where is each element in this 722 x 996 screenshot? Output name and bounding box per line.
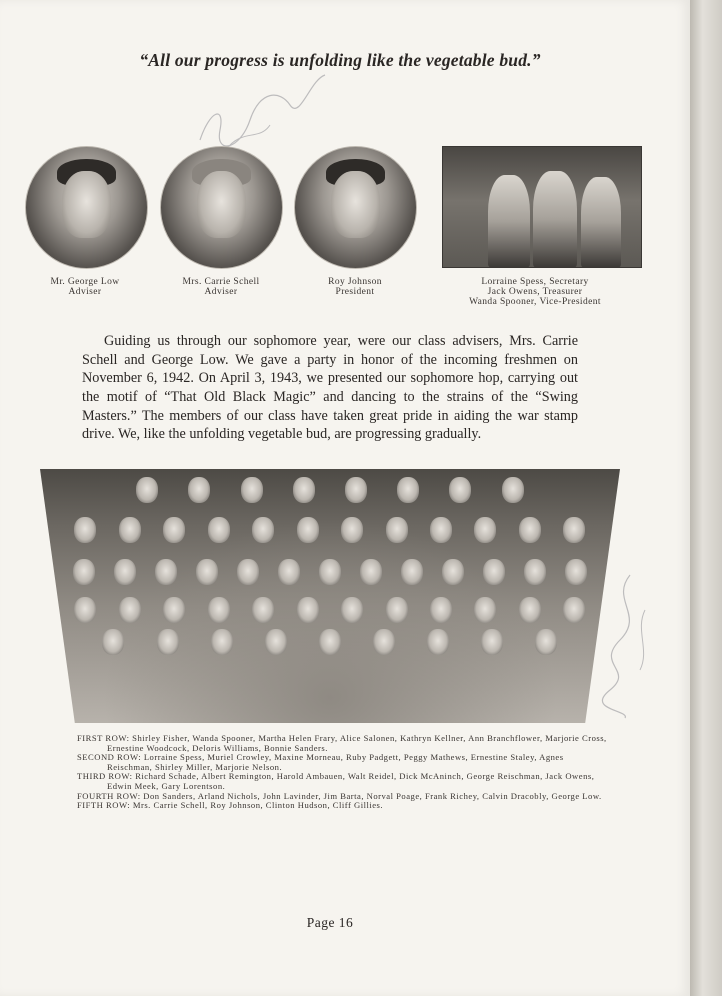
portrait-carrie-schell bbox=[160, 146, 283, 269]
caption-line: Jack Owens, Treasurer bbox=[487, 287, 583, 297]
class-photo-names bbox=[77, 734, 611, 811]
names-row-third bbox=[77, 772, 611, 791]
portrait-face bbox=[197, 171, 245, 238]
caption-role: President bbox=[335, 287, 375, 297]
photo-row bbox=[121, 477, 539, 503]
officer-figure bbox=[581, 177, 621, 267]
row-label: FOURTH ROW: bbox=[77, 790, 141, 801]
names-row-second bbox=[77, 753, 611, 772]
row-label: FIFTH ROW: bbox=[77, 800, 131, 811]
row-names: Richard Schade, Albert Remington, Harold Ambauen, Walt Reidel, Dick McAninch, George Reischman, Jack Owens, Edwin Meek, Gary Lorentson. bbox=[107, 771, 595, 791]
page-number: Page 16 bbox=[306, 915, 354, 930]
photo-row bbox=[86, 629, 573, 655]
caption-role: Adviser bbox=[68, 287, 102, 297]
class-history-paragraph: Guiding us through our sophomore year, were our class advisers, Mrs. Carrie Schell and George Low. We gave a party in honor of the incoming freshmen on November 6, 1942. On April 3, 1943, we presented our sophomore hop, carrying out the motif of “That Old Black Magic” and dancing to the strains of the “Swing Masters.” The members of our class have taken great pride in aiding the war stamp drive. We, like the unfolding vegetable bud, are progressing gradually. bbox=[82, 333, 578, 443]
officer-figure bbox=[533, 171, 577, 267]
caption-line: Lorraine Spess, Secretary bbox=[481, 277, 589, 287]
caption-george-low bbox=[20, 277, 150, 297]
row-label: SECOND ROW: bbox=[77, 752, 142, 763]
officers-photo bbox=[442, 146, 642, 268]
names-row-fifth bbox=[77, 801, 611, 811]
caption-line: Wanda Spooner, Vice-President bbox=[469, 297, 601, 307]
photo-row bbox=[63, 597, 597, 623]
portrait-face bbox=[62, 171, 110, 238]
autograph-signature-side bbox=[590, 570, 660, 720]
caption-name: Roy Johnson bbox=[328, 277, 382, 287]
row-label: FIRST ROW: bbox=[77, 733, 130, 743]
names-row-first bbox=[77, 734, 611, 753]
portrait-face bbox=[331, 171, 379, 238]
portrait-roy-johnson bbox=[294, 146, 417, 269]
row-names: Mrs. Carrie Schell, Roy Johnson, Clinton Hudson, Cliff Gillies. bbox=[132, 800, 384, 811]
caption-roy-johnson bbox=[290, 277, 420, 297]
caption-name: Mr. George Low bbox=[50, 277, 120, 287]
caption-carrie-schell bbox=[155, 277, 287, 297]
caption-role: Adviser bbox=[204, 287, 238, 297]
portrait-george-low bbox=[25, 146, 148, 269]
class-group-photo bbox=[40, 469, 620, 723]
page-edge bbox=[690, 0, 722, 996]
caption-name: Mrs. Carrie Schell bbox=[182, 277, 260, 287]
row-names: Lorraine Spess, Muriel Crowley, Maxine Morneau, Ruby Padgett, Peggy Mathews, Ernestine Staley, Agnes Reischman, Shirley Miller, Marjorie Nelson. bbox=[107, 752, 564, 772]
row-names: Don Sanders, Arland Nichols, John Lavinder, Jim Barta, Norval Poage, Frank Richey, Calvin Dracobly, George Low. bbox=[143, 790, 602, 801]
autograph-signature: ​ bbox=[187, 93, 203, 121]
photo-row bbox=[63, 559, 597, 585]
page-motto: “All our progress is unfolding like the vegetable bud.” bbox=[139, 50, 541, 70]
photo-row bbox=[63, 517, 597, 543]
row-names: Shirley Fisher, Wanda Spooner, Martha Helen Frary, Alice Salonen, Kathryn Kellner, Ann Branchflower, Marjorie Cross, Ernestine Woodcock, Deloris Williams, Bonnie Sanders. bbox=[107, 733, 607, 753]
row-label: THIRD ROW: bbox=[77, 771, 133, 782]
caption-officers bbox=[435, 277, 635, 307]
officer-figure bbox=[488, 175, 530, 267]
